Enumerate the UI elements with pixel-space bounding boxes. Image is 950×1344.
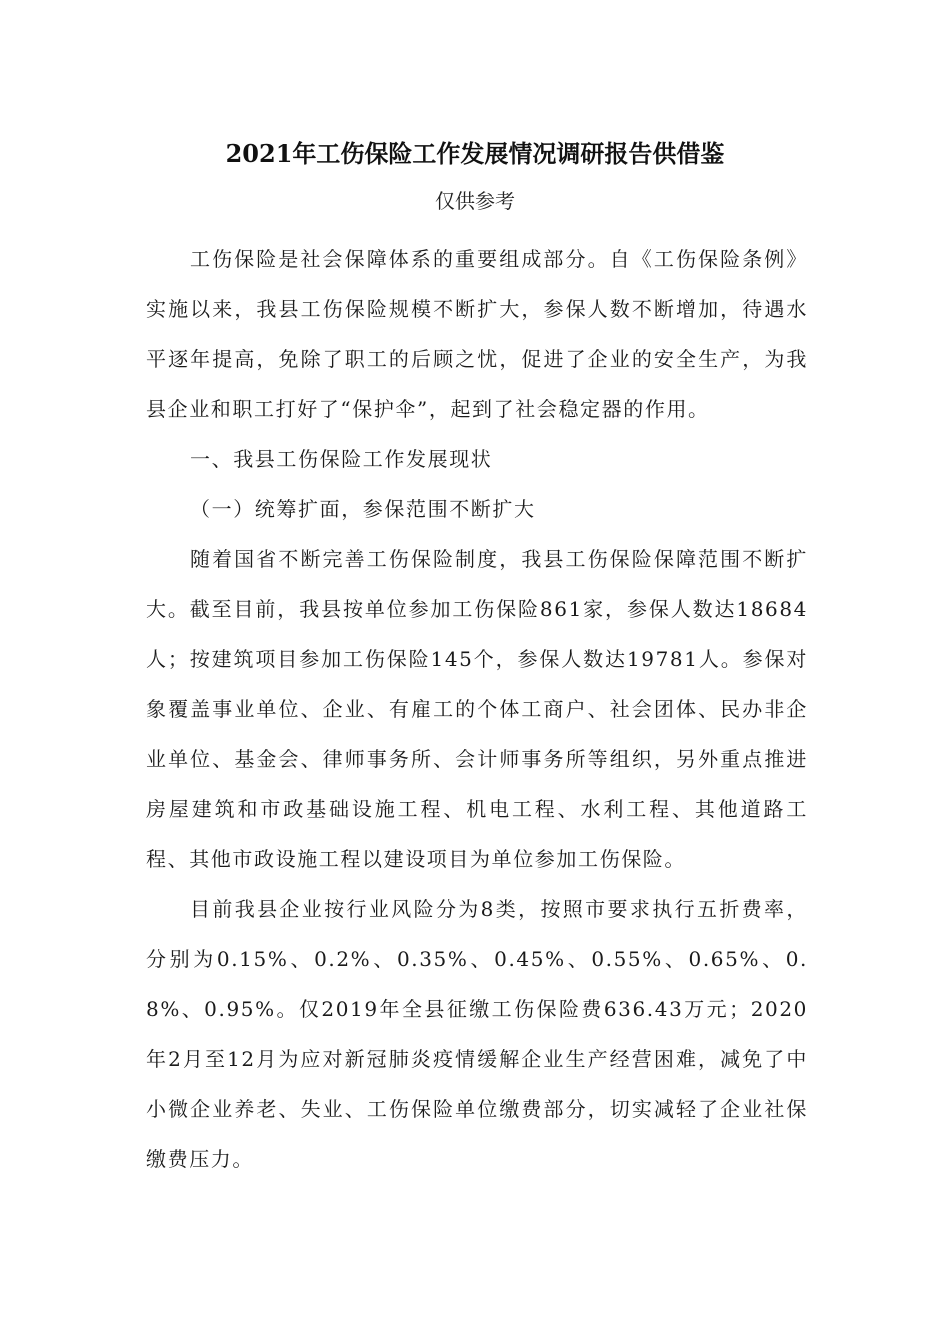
paragraph-intro: 工伤保险是社会保障体系的重要组成部分。自《工伤保险条例》实施以来，我县工伤保险规模不断扩大，参保人数不断增加，待遇水平逐年提高，免除了职工的后顾之忧，促进了企业的安全生产，为我县企业和职工打好了“保护伞”，起到了社会稳定器的作用。 xyxy=(146,247,808,421)
paragraph-rates: 目前我县企业按行业风险分为8类，按照市要求执行五折费率，分别为0.15%、0.2%、0.35%、0.45%、0.55%、0.65%、0.8%、0.95%。仅2019年全县征缴工伤保险费636.43万元；2020年2月至12月为应对新冠肺炎疫情缓解企业生产经营困难，减免了中小微企业养老、失业、工伤保险单位缴费部分，切实减轻了企业社保缴费压力。 xyxy=(146,897,808,1171)
subsection-heading: （一）统筹扩面，参保范围不断扩大 xyxy=(190,497,536,521)
document-subtitle: 仅供参考 xyxy=(435,189,515,213)
section-heading: 一、我县工伤保险工作发展现状 xyxy=(190,447,493,471)
document-body xyxy=(146,234,808,1184)
document-title: 2021年工伤保险工作发展情况调研报告供借鉴 xyxy=(225,139,725,168)
paragraph-coverage: 随着国省不断完善工伤保险制度，我县工伤保险保障范围不断扩大。截至目前，我县按单位参加工伤保险861家，参保人数达18684人；按建筑项目参加工伤保险145个，参保人数达19781人。参保对象覆盖事业单位、企业、有雇工的个体工商户、社会团体、民办非企业单位、基金会、律师事务所、会计师事务所等组织，另外重点推进房屋建筑和市政基础设施工程、机电工程、水利工程、其他道路工程、其他市政设施工程以建设项目为单位参加工伤保险。 xyxy=(146,547,808,871)
